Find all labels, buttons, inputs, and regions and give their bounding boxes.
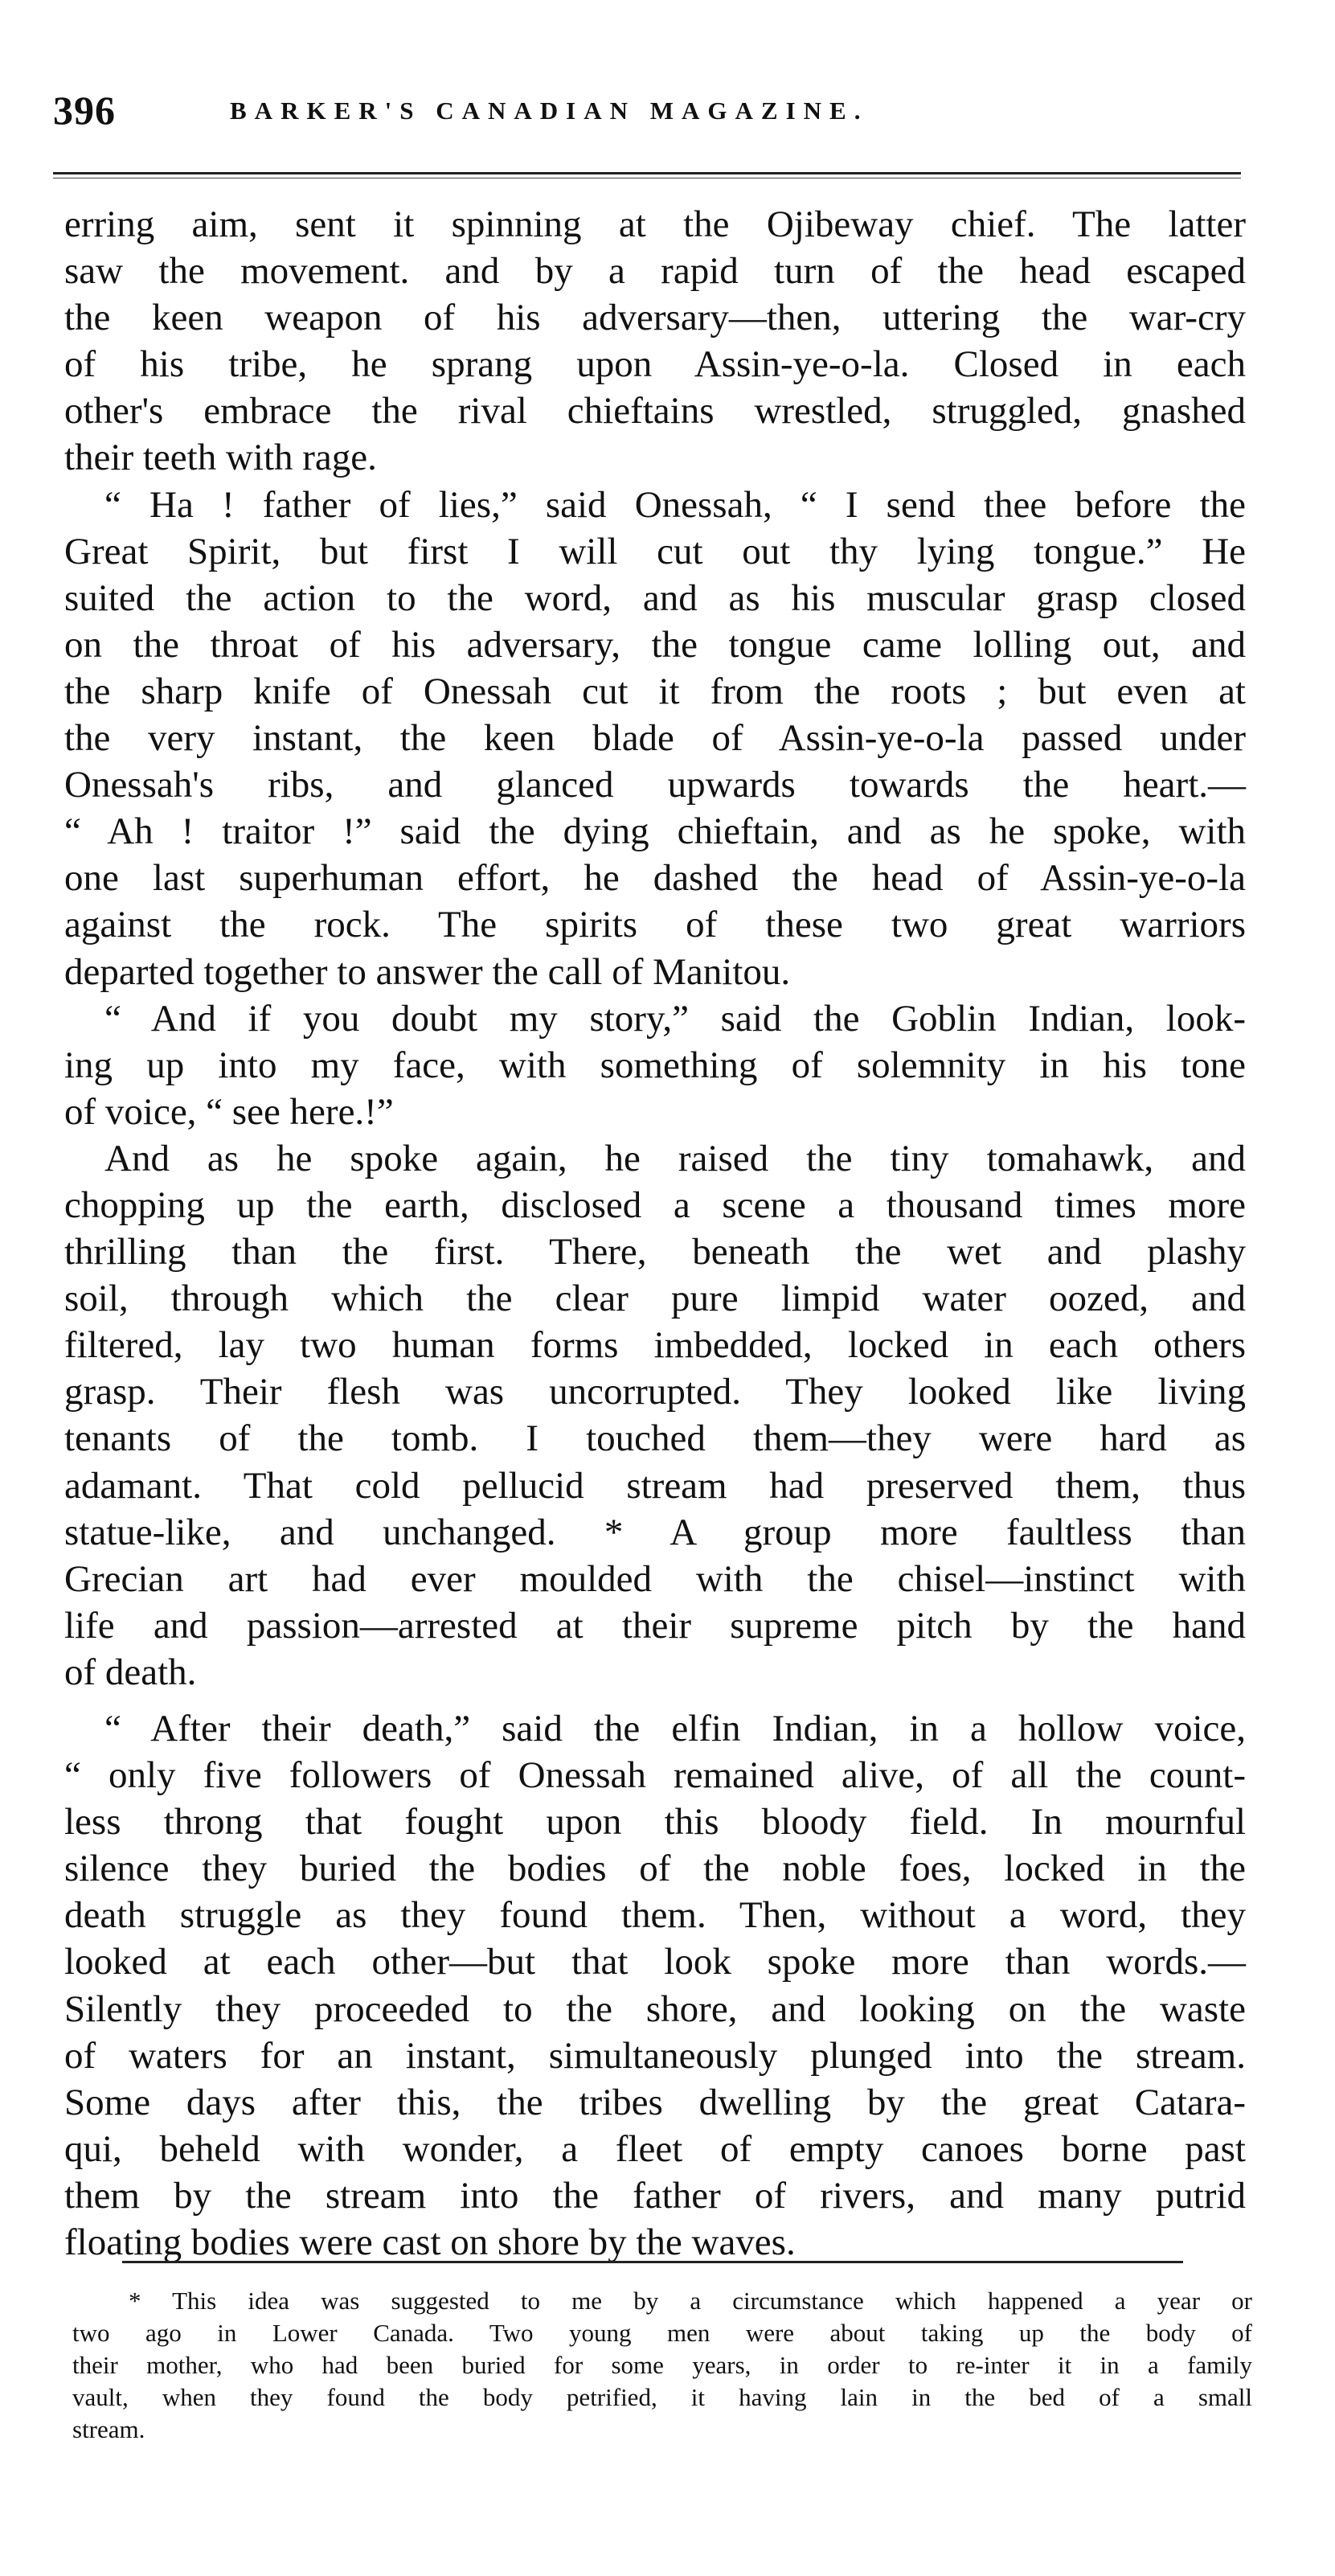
text-line: qui, beheld with wonder, a fleet of empty canoes borne past [64, 2127, 1246, 2170]
footnote [72, 2285, 1252, 2446]
text-line: one last superhuman effort, he dashed the head of Assin-ye-o-la [64, 857, 1246, 900]
text-line: silence they buried the bodies of the noble foes, locked in the [64, 1848, 1246, 1890]
text-line: them by the stream into the father of rivers, and many putrid [64, 2174, 1246, 2217]
text-line: less throng that fought upon this bloody field. In mournful [64, 1801, 1246, 1844]
text-line: adamant. That cold pellucid stream had preserved them, thus [64, 1464, 1246, 1507]
text-line: ing up into my face, with something of solemnity in his tone [64, 1044, 1246, 1086]
text-line: saw the movement. and by a rapid turn of the head escaped [64, 250, 1246, 293]
text-line: thrilling than the first. There, beneath the wet and plashy [64, 1231, 1246, 1274]
text-line: the keen weapon of his adversary—then, uttering the war-cry [64, 297, 1246, 339]
text-line: chopping up the earth, disclosed a scene a thousand times more [64, 1183, 1246, 1226]
footnote-line: vault, when they found the body petrified, it having lain in the bed of a small [72, 2383, 1252, 2411]
text-line: of death. [64, 1651, 197, 1693]
footnote-line: * This idea was suggested to me by a circumstance which happened a year or [129, 2287, 1252, 2315]
text-line: statue-like, and unchanged. * A group more faultless than [64, 1511, 1246, 1553]
text-line: death struggle as they found them. Then, without a word, they [64, 1894, 1246, 1937]
footnote-line: their mother, who had been buried for some years, in order to re-inter it in a family [72, 2351, 1252, 2379]
footnote-line: two ago in Lower Canada. Two young men were about taking up the body of [72, 2319, 1252, 2347]
text-line: their teeth with rage. [64, 437, 377, 479]
text-line: life and passion—arrested at their supreme pitch by the hand [64, 1604, 1246, 1647]
text-line: Great Spirit, but first I will cut out thy lying tongue.” He [64, 530, 1246, 572]
text-line: Onessah's ribs, and glanced upwards towards the heart.— [64, 764, 1246, 806]
text-line: filtered, lay two human forms imbedded, locked in each others [64, 1324, 1246, 1367]
text-line: of voice, “ see here.!” [64, 1090, 394, 1133]
text-line: “ only five followers of Onessah remained alive, of all the count- [64, 1754, 1246, 1797]
body-text [64, 201, 1246, 2264]
text-line: And as he spoke again, he raised the tiny tomahawk, and [104, 1137, 1246, 1179]
footnote-line: stream. [72, 2415, 145, 2443]
text-line: Grecian art had ever moulded with the chisel—instinct with [64, 1557, 1246, 1600]
text-line: Silently they proceeded to the shore, and looking on the waste [64, 1987, 1246, 2030]
page-number: 396 [53, 88, 116, 133]
text-line: tenants of the tomb. I touched them—they were hard as [64, 1417, 1246, 1460]
text-line: “ And if you doubt my story,” said the Goblin Indian, look- [104, 997, 1246, 1040]
text-line: of waters for an instant, simultaneously plunged into the stream. [64, 2034, 1246, 2077]
text-line: other's embrace the rival chieftains wrestled, struggled, gnashed [64, 390, 1246, 433]
text-line: suited the action to the word, and as his muscular grasp closed [64, 576, 1246, 619]
text-line: the very instant, the keen blade of Assin-ye-o-la passed under [64, 717, 1246, 760]
text-line: the sharp knife of Onessah cut it from the roots ; but even at [64, 670, 1246, 712]
text-line: floating bodies were cast on shore by the waves. [64, 2221, 796, 2264]
text-line: “ Ha ! father of lies,” said Onessah, “ I send thee before the [104, 483, 1246, 526]
text-line: erring aim, sent it spinning at the Ojibeway chief. The latter [64, 203, 1246, 245]
journal-title: BARKER'S CANADIAN MAGAZINE. [230, 96, 869, 125]
text-line: looked at each other—but that look spoke more than words.— [64, 1941, 1246, 1983]
text-line: of his tribe, he sprang upon Assin-ye-o-la. Closed in each [64, 343, 1246, 386]
text-line: “ After their death,” said the elfin Indian, in a hollow voice, [104, 1708, 1246, 1749]
text-line: soil, through which the clear pure limpid water oozed, and [64, 1278, 1246, 1320]
text-line: “ Ah ! traitor !” said the dying chieftain, and as he spoke, with [64, 810, 1246, 853]
text-line: on the throat of his adversary, the tongue came lolling out, and [64, 623, 1246, 666]
text-line: Some days after this, the tribes dwelling by the great Catara- [64, 2081, 1246, 2123]
text-line: against the rock. The spirits of these two great warriors [64, 904, 1246, 946]
text-line: departed together to answer the call of Manitou. [64, 950, 791, 993]
text-line: grasp. Their flesh was uncorrupted. They looked like living [64, 1371, 1246, 1413]
header-rule [53, 172, 1241, 174]
running-head [53, 87, 1243, 143]
footnote-rule [122, 2261, 1183, 2263]
